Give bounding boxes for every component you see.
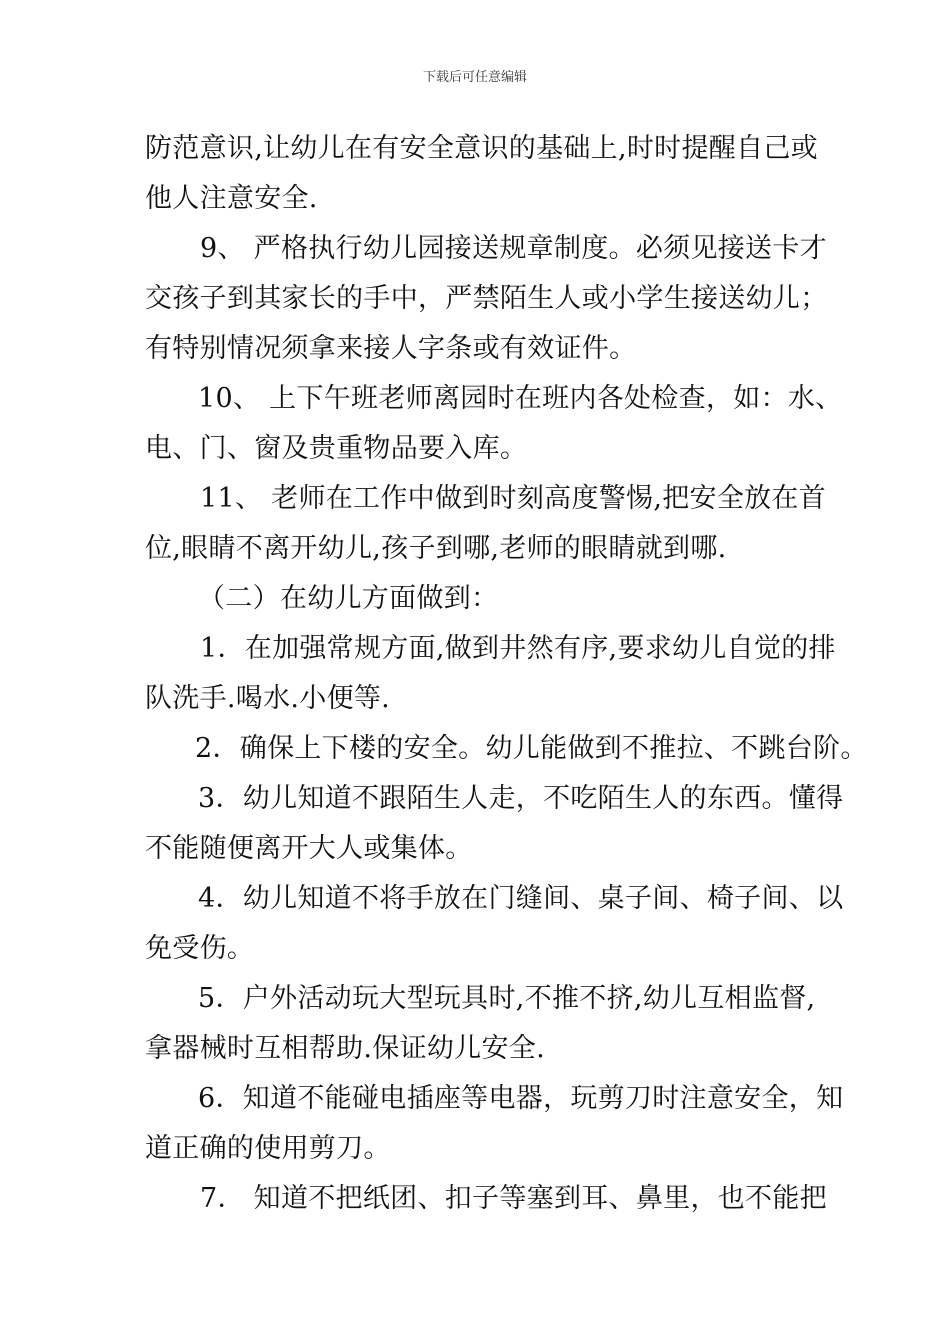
text-line: 拿器械时互相帮助.保证幼儿安全.: [145, 1033, 545, 1064]
text-line: 3．幼儿知道不跟陌生人走，不吃陌生人的东西。懂得: [198, 783, 844, 814]
text-line: 10、 上下午班老师离园时在班内各处检查，如：水、: [198, 383, 843, 414]
text-line: 他人注意安全.: [145, 183, 318, 214]
text-line: 9、 严格执行幼儿园接送规章制度。必须见接送卡才: [200, 233, 827, 264]
text-line: 不能随便离开大人或集体。: [145, 833, 473, 864]
text-line: 4．幼儿知道不将手放在门缝间、桌子间、椅子间、以: [198, 883, 844, 914]
text-line: 交孩子到其家长的手中，严禁陌生人或小学生接送幼儿；: [145, 283, 828, 314]
text-line: 1．在加强常规方面,做到井然有序,要求幼儿自觉的排: [200, 633, 836, 664]
text-line: 有特别情况须拿来接人字条或有效证件。: [145, 333, 637, 364]
text-line: 道正确的使用剪刀。: [145, 1133, 391, 1164]
text-line: 队洗手.喝水.小便等.: [145, 683, 391, 714]
text-line: 7． 知道不把纸团、扣子等塞到耳、鼻里，也不能把: [200, 1183, 827, 1214]
text-line: 电、门、窗及贵重物品要入库。: [145, 433, 528, 464]
text-line: 位,眼睛不离开幼儿,孩子到哪,老师的眼睛就到哪.: [145, 533, 727, 564]
text-line: 免受伤。: [145, 933, 255, 964]
text-line: 2．确保上下楼的安全。幼儿能做到不推拉、不跳台阶。: [195, 733, 868, 764]
text-line: 5．户外活动玩大型玩具时,不推不挤,幼儿互相监督,: [198, 983, 816, 1014]
page-header: 下载后可任意编辑: [422, 70, 527, 85]
text-line: 11、 老师在工作中做到时刻高度警惕,把安全放在首: [200, 483, 827, 514]
section-heading: （二）在幼儿方面做到：: [198, 583, 499, 614]
text-line: 防范意识,让幼儿在有安全意识的基础上,时时提醒自己或: [145, 133, 818, 164]
text-line: 6．知道不能碰电插座等电器，玩剪刀时注意安全，知: [198, 1083, 844, 1114]
